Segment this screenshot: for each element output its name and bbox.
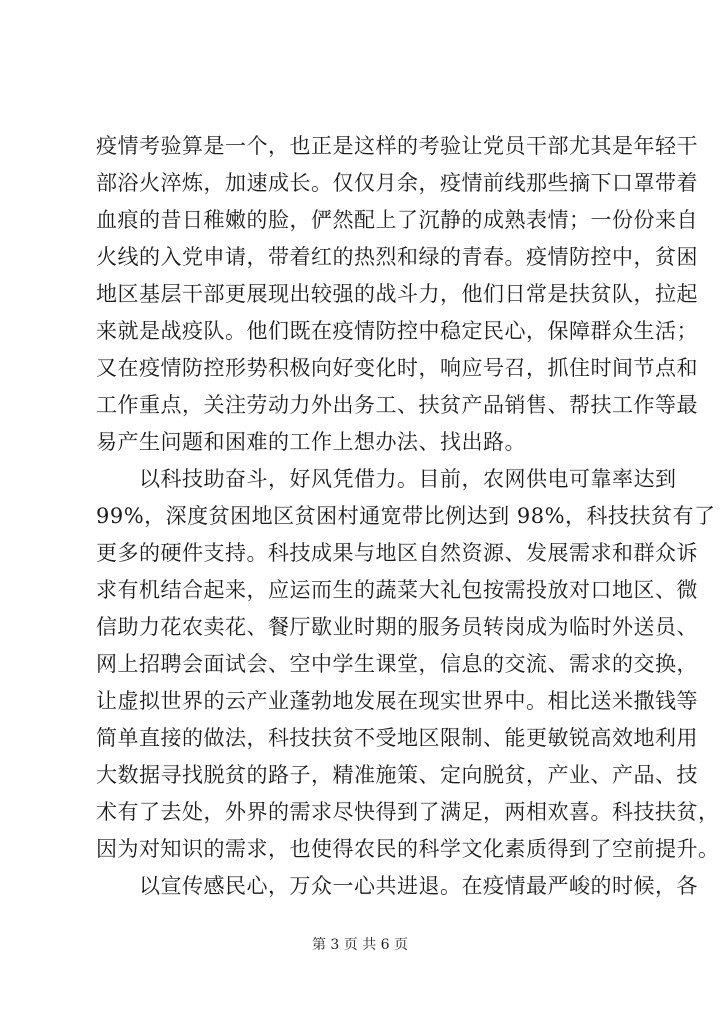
text-line: 更多的硬件支持。科技成果与地区自然资源、发展需求和群众诉 <box>96 541 698 565</box>
text-line: 疫情考验算是一个，也正是这样的考验让党员干部尤其是年轻干 <box>96 134 698 158</box>
text-line: 信助力花农卖花、餐厅歇业时期的服务员转岗成为临时外送员、 <box>96 615 698 639</box>
text-line: 大数据寻找脱贫的路子，精准施策、定向脱贫，产业、产品、技 <box>96 763 698 787</box>
text-line: 地区基层干部更展现出较强的战斗力，他们日常是扶贫队，拉起 <box>96 282 698 306</box>
text-line: 术有了去处，外界的需求尽快得到了满足，两相欢喜。科技扶贫， <box>96 800 720 824</box>
text-line: 求有机结合起来，应运而生的蔬菜大礼包按需投放对口地区、微 <box>96 578 698 602</box>
text-line: 火线的入党申请，带着红的热烈和绿的青春。疫情防控中，贫困 <box>96 245 698 269</box>
text-line: 易产生问题和困难的工作上想办法、找出路。 <box>96 430 526 454</box>
text-line: 网上招聘会面试会、空中学生课堂，信息的交流、需求的交换， <box>96 652 698 676</box>
text-line: 工作重点，关注劳动力外出务工、扶贫产品销售、帮扶工作等最 <box>96 393 698 417</box>
text-line: 因为对知识的需求，也使得农民的科学文化素质得到了空前提升。 <box>96 837 720 861</box>
text-line: 又在疫情防控形势积极向好变化时，响应号召，抓住时间节点和 <box>96 356 698 380</box>
text-line: 部浴火淬炼，加速成长。仅仅月余，疫情前线那些摘下口罩带着 <box>96 171 698 195</box>
text-line: 简单直接的做法，科技扶贫不受地区限制、能更敏锐高效地利用 <box>96 726 698 750</box>
text-line: 让虚拟世界的云产业蓬勃地发展在现实世界中。相比送米撒钱等 <box>96 689 698 713</box>
paragraph-start-line: 以宣传感民心，万众一心共进退。在疫情最严峻的时候，各 <box>96 874 698 898</box>
text-line: 血痕的昔日稚嫩的脸，俨然配上了沉静的成熟表情；一份份来自 <box>96 208 698 232</box>
text-line: 99%，深度贫困地区贫困村通宽带比例达到 98%，科技扶贫有了 <box>96 504 716 528</box>
paragraph-start-line: 以科技助奋斗，好风凭借力。目前，农网供电可靠率达到 <box>96 467 677 491</box>
text-line: 来就是战疫队。他们既在疫情防控中稳定民心，保障群众生活； <box>96 319 698 343</box>
page-footer: 第 3 页 共 6 页 <box>311 937 409 953</box>
